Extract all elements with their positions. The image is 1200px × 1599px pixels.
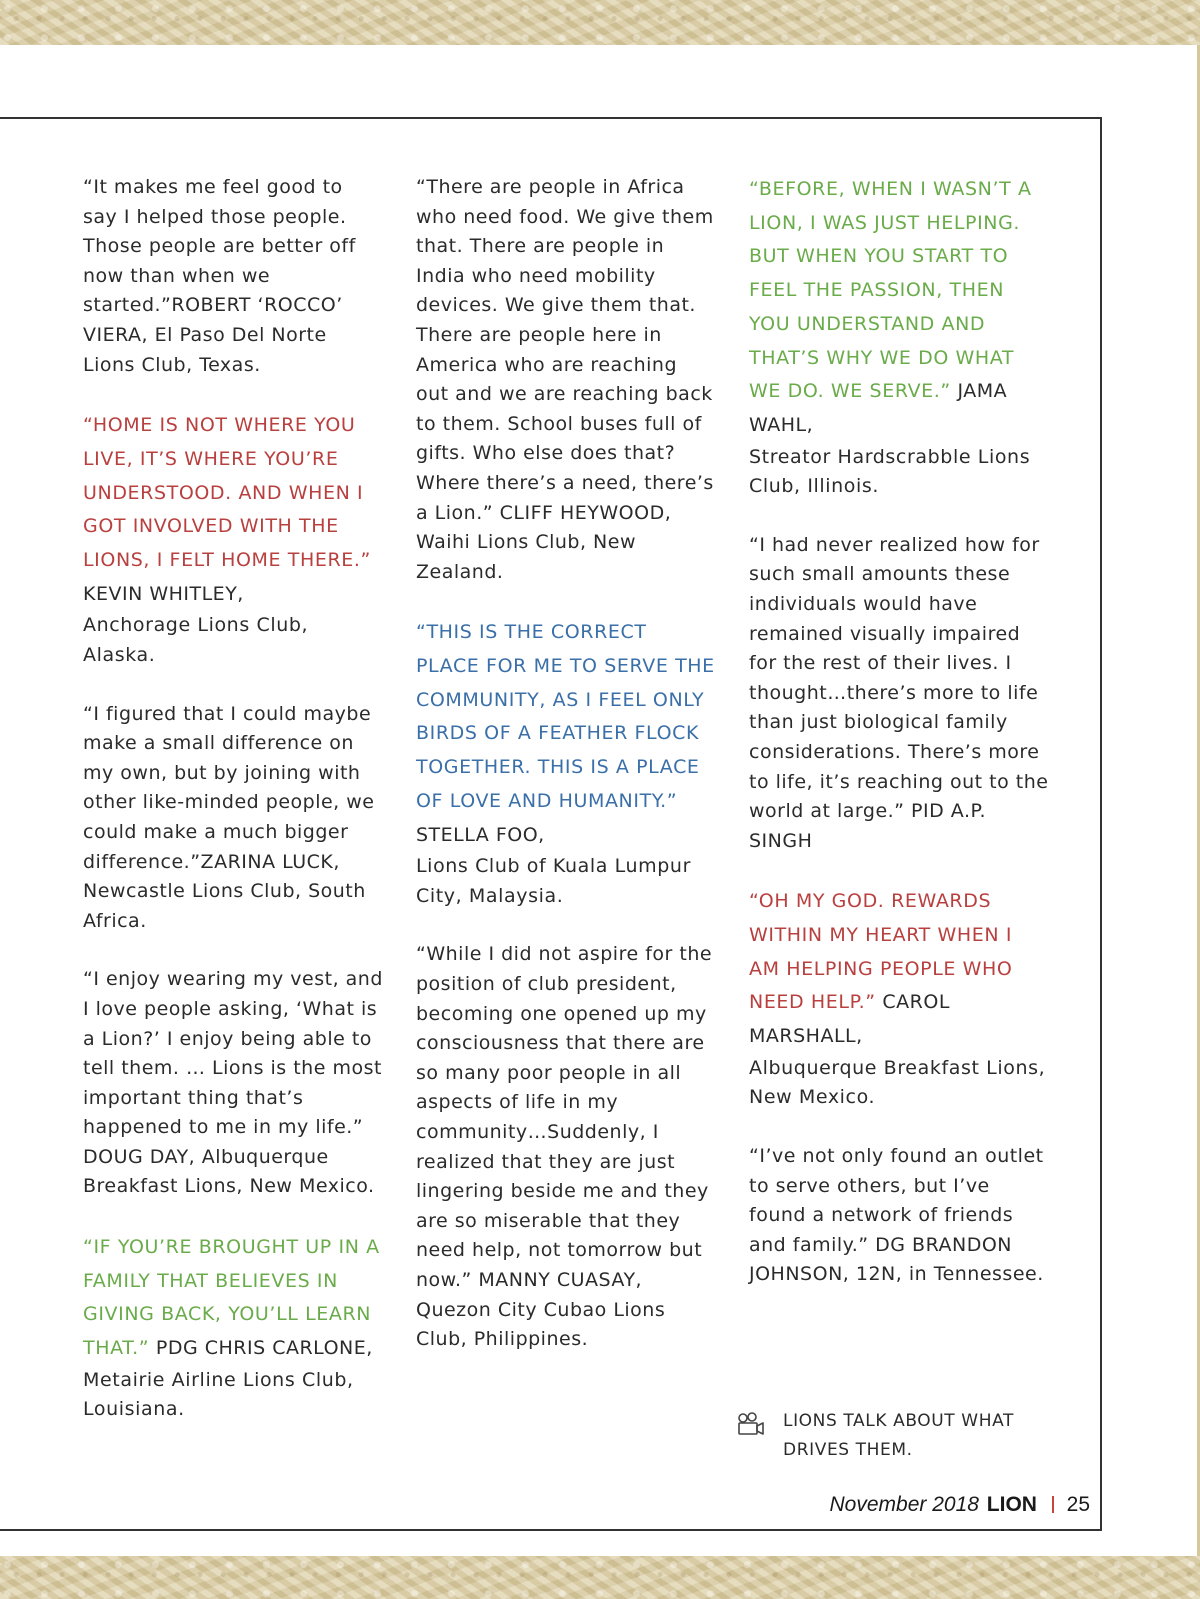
quote-doug-day: “I enjoy wearing my vest, and I love people asking, ‘What is a Lion?’ I enjoy being able to tell them. … Lions is the most important thing that’s happened to me in my life.” DOUG DAY, Albuquerque Breakfast Lions, New Mexico. bbox=[83, 968, 383, 1198]
quote-ap-singh: “I had never realized how for such small amounts these individuals would have remained visually impaired for the rest of their lives. I thought…there’s more to life than just biological family considerations. There’s more to life, it’s reaching out to the world at large.” PID A.P. SINGH bbox=[749, 533, 1049, 852]
quote-cliff-heywood: “There are people in Africa who need food. We give them that. There are people in India who need mobility devices. We give them that. There are people here in America who are reaching out and we are reaching back to them. School buses full of gifts. Who else does that? Where there’s a need, there’s a Lion.” CLIFF HEYWOOD, Waihi Lions Club, New Zealand. bbox=[416, 176, 714, 583]
pull-quote-club: Albuquerque Breakfast Lions, New Mexico. bbox=[749, 1056, 1046, 1109]
pull-quote-text: “THIS IS THE CORRECT PLACE FOR ME TO SERVE THE COMMUNITY, AS I FEEL ONLY BIRDS OF A FEATHER FLOCK TOGETHER. THIS IS A PLACE OF LOVE AND HUMANITY.” bbox=[416, 621, 715, 812]
pull-quote-club: Lions Club of Kuala Lumpur City, Malaysia. bbox=[416, 855, 691, 907]
video-camera-icon bbox=[737, 1411, 765, 1437]
pull-quote-stella-foo bbox=[416, 616, 716, 911]
column-1 bbox=[83, 173, 383, 1454]
quote-zarina-luck: “I figured that I could maybe make a small difference on my own, but by joining with other like-minded people, we could make a much bigger difference.”ZARINA LUCK, Newcastle Lions Club, South Africa. bbox=[83, 702, 375, 932]
pull-quote-text: “OH MY GOD. REWARDS WITHIN MY HEART WHEN I AM HELPING PEOPLE WHO NEED HELP.” bbox=[749, 890, 1013, 1014]
quote-manny-cuasay: “While I did not aspire for the position of club president, becoming one opened up my consciousness that there are so many poor people in all aspects of life in my community…Suddenly, I realized that they are just lingering beside me and they are so miserable that they need help, not tomorrow but now.” MANNY CUASAY, Quezon City Cubao Lions Club, Philippines. bbox=[416, 943, 713, 1351]
video-link-label[interactable]: LIONS TALK ABOUT WHAT DRIVES THEM. bbox=[783, 1411, 1014, 1460]
pull-quote-club: Metairie Airline Lions Club, Louisiana. bbox=[83, 1368, 354, 1421]
pull-quote-text: “IF YOU’RE BROUGHT UP IN A FAMILY THAT BELIEVES IN GIVING BACK, YOU’LL LEARN THAT.” bbox=[83, 1236, 380, 1360]
pull-quote-club: Streator Hardscrabble Lions Club, Illinois. bbox=[749, 445, 1031, 498]
pull-quote-text: “BEFORE, WHEN I WASN’T A LION, I WAS JUST HELPING. BUT WHEN YOU START TO FEEL THE PASSION, THEN YOU UNDERSTAND AND THAT’S WHY WE DO WHAT WE DO. WE SERVE.” bbox=[749, 178, 1032, 403]
pull-quote-club: Anchorage Lions Club, Alaska. bbox=[83, 614, 309, 666]
quote-brandon-johnson: “I’ve not only found an outlet to serve others, but I’ve found a network of friends and family.” DG BRANDON JOHNSON, 12N, in Tennessee. bbox=[749, 1145, 1044, 1286]
paper-texture-bottom bbox=[0, 1556, 1200, 1599]
pull-quote-name: STELLA FOO, bbox=[416, 823, 545, 846]
pull-quote-name: CAROL MARSHALL, bbox=[749, 991, 950, 1048]
pull-quote-text: “HOME IS NOT WHERE YOU LIVE, IT’S WHERE YOU’RE UNDERSTOOD. AND WHEN I GOT INVOLVED WITH THE LIONS, I FELT HOME THERE.” bbox=[83, 414, 371, 571]
magazine-name: LION bbox=[986, 1493, 1037, 1516]
page-footer bbox=[800, 1493, 1090, 1517]
issue-date: November 2018 bbox=[829, 1493, 979, 1516]
paper-texture-top bbox=[0, 0, 1200, 45]
pull-quote-chris-carlone bbox=[83, 1231, 383, 1425]
pull-quote-carol-marshall bbox=[749, 885, 1049, 1113]
pull-quote-jama-wahl bbox=[749, 173, 1049, 502]
pull-quote-name: PDG CHRIS CARLONE, bbox=[155, 1337, 373, 1360]
quote-robert-viera: “It makes me feel good to say I helped those people. Those people are better off now than when we started.”ROBERT ‘ROCCO’ VIERA, El Paso Del Norte Lions Club, Texas. bbox=[83, 176, 356, 376]
page-number: 25 bbox=[1066, 1493, 1090, 1516]
column-3 bbox=[749, 173, 1049, 1319]
pull-quote-kevin-whitley bbox=[83, 409, 383, 670]
column-2 bbox=[416, 173, 716, 1384]
footer-divider bbox=[1052, 1496, 1054, 1513]
pull-quote-name: KEVIN WHITLEY, bbox=[83, 582, 244, 605]
pull-quote-name: JAMA WAHL, bbox=[749, 380, 1008, 436]
